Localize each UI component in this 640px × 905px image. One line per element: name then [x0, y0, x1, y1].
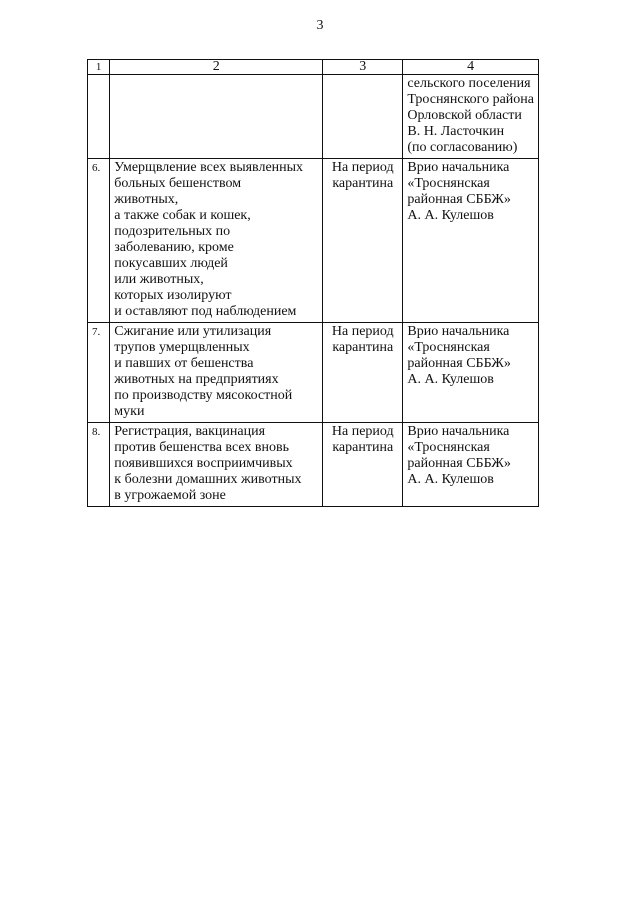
- responsible-line: А. А. Кулешов: [407, 372, 494, 387]
- measure-line: Сжигание или утилизация: [114, 324, 272, 339]
- measure-line: а также собак и кошек,: [114, 208, 251, 223]
- responsible-line: Орловской области: [407, 108, 522, 123]
- table-row: [88, 159, 539, 323]
- measure-line: животных,: [114, 192, 179, 207]
- period-line: На период: [331, 160, 394, 175]
- responsible-line: Врио начальника: [407, 160, 510, 175]
- measure-line: которых изолируют: [114, 288, 232, 303]
- measure-line: или животных,: [114, 272, 204, 287]
- measure-line: Регистрация, вакцинация: [114, 424, 266, 439]
- measure-cell: [110, 423, 323, 507]
- row-number: 6.: [88, 159, 110, 323]
- measure-line: трупов умерщвленных: [114, 340, 250, 355]
- responsible-cell: [403, 75, 539, 159]
- period-cell: [323, 75, 403, 159]
- measure-cell: [110, 75, 323, 159]
- measure-line: животных на предприятиях: [114, 372, 279, 387]
- responsible-line: районная СББЖ»: [407, 456, 511, 471]
- responsible-cell: [403, 159, 539, 323]
- responsible-line: «Троснянская: [407, 340, 490, 355]
- page-number: 3: [316, 18, 324, 33]
- column-header-2: 2: [110, 60, 323, 75]
- responsible-line: районная СББЖ»: [407, 356, 511, 371]
- table-header-row: [88, 60, 539, 75]
- measure-cell: [110, 159, 323, 323]
- measure-line: против бешенства всех вновь: [114, 440, 289, 455]
- responsible-cell: [403, 423, 539, 507]
- measure-line: по производству мясокостной: [114, 388, 293, 403]
- responsible-line: Врио начальника: [407, 324, 510, 339]
- period-cell: [323, 159, 403, 323]
- measure-line: и оставляют под наблюдением: [114, 304, 297, 319]
- measure-line: и павших от бешенства: [114, 356, 254, 371]
- row-number: [88, 75, 110, 159]
- period-cell: [323, 323, 403, 423]
- table-row: [88, 323, 539, 423]
- responsible-line: А. А. Кулешов: [407, 208, 494, 223]
- measure-line: к болезни домашних животных: [114, 472, 302, 487]
- period-cell: [323, 423, 403, 507]
- responsible-cell: [403, 323, 539, 423]
- table-row: [88, 75, 539, 159]
- measure-line: покусавших людей: [114, 256, 228, 271]
- measure-line: Умерщвление всех выявленных: [114, 160, 304, 175]
- responsible-line: «Троснянская: [407, 176, 490, 191]
- period-line: карантина: [332, 176, 394, 191]
- period-line: На период: [331, 324, 394, 339]
- responsible-line: Врио начальника: [407, 424, 510, 439]
- responsible-line: «Троснянская: [407, 440, 490, 455]
- row-number: 8.: [88, 423, 110, 507]
- column-header-3: 3: [323, 60, 403, 75]
- measure-cell: [110, 323, 323, 423]
- period-line: карантина: [332, 340, 394, 355]
- responsible-line: В. Н. Ласточкин: [407, 124, 505, 139]
- row-number: 7.: [88, 323, 110, 423]
- measure-line: появившихся восприимчивых: [114, 456, 293, 471]
- period-line: На период: [331, 424, 394, 439]
- measure-line: больных бешенством: [114, 176, 242, 191]
- responsible-line: А. А. Кулешов: [407, 472, 494, 487]
- measure-line: в угрожаемой зоне: [114, 488, 226, 503]
- measure-line: муки: [114, 404, 145, 419]
- measure-line: подозрительных по: [114, 224, 231, 239]
- responsible-line: (по согласованию): [407, 140, 518, 155]
- responsible-line: сельского поселения: [407, 76, 531, 91]
- column-header-4: 4: [403, 60, 539, 75]
- table-row: [88, 423, 539, 507]
- period-line: карантина: [332, 440, 394, 455]
- measures-table: [87, 59, 539, 507]
- responsible-line: районная СББЖ»: [407, 192, 511, 207]
- column-header-1: 1: [88, 60, 110, 75]
- responsible-line: Троснянского района: [407, 92, 534, 107]
- measure-line: заболеванию, кроме: [114, 240, 234, 255]
